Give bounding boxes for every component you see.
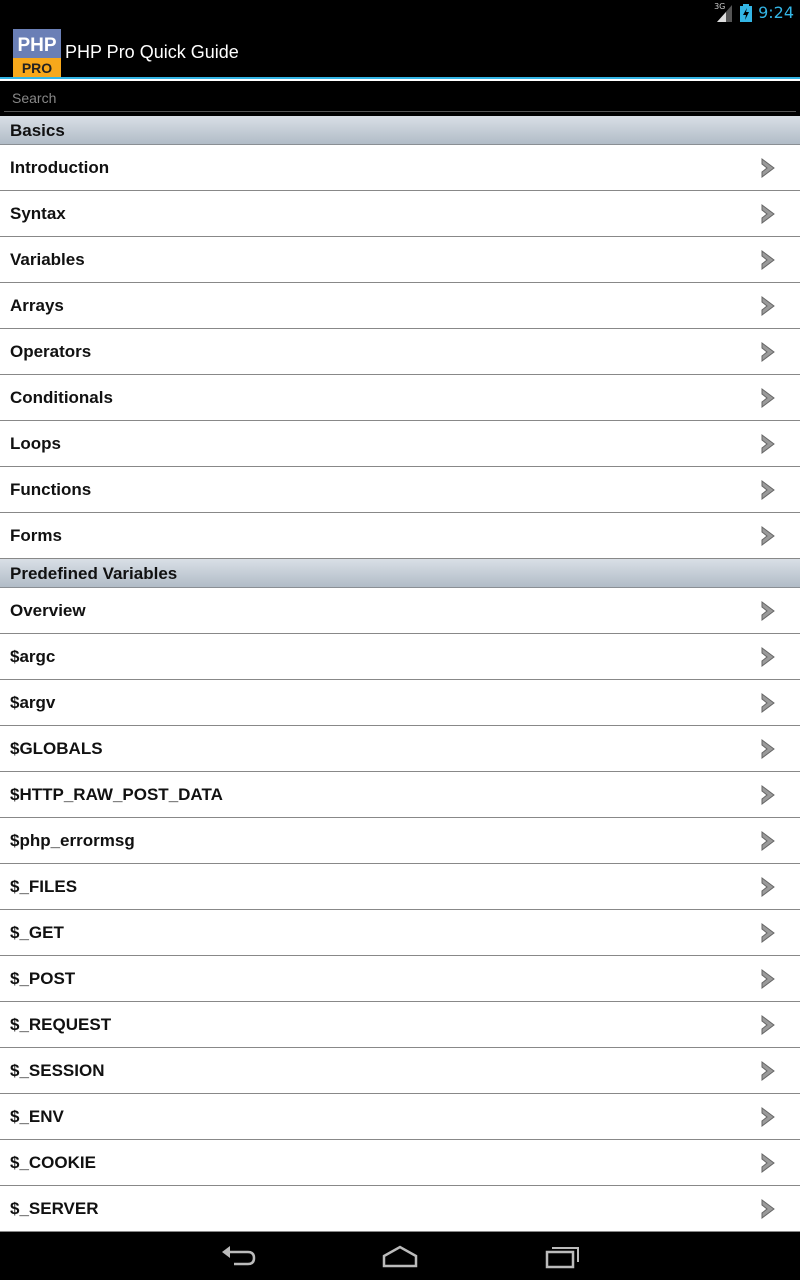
action-bar-divider [0,77,800,79]
chevron-right-icon [758,922,778,944]
chevron-right-icon [758,1060,778,1082]
list-item[interactable] [0,726,800,772]
list-item-label: $_ENV [10,1107,64,1126]
topic-list[interactable] [0,116,800,1232]
chevron-right-icon [758,525,778,547]
chevron-right-icon [758,157,778,179]
list-item-label: Arrays [10,296,64,315]
list-item-label: $HTTP_RAW_POST_DATA [10,785,223,804]
list-item-label: Introduction [10,158,110,177]
list-item-label: $GLOBALS [10,739,103,758]
chevron-right-icon [758,830,778,852]
chevron-right-icon [758,295,778,317]
status-icons [714,0,794,25]
list-item[interactable] [0,818,800,864]
list-item[interactable] [0,910,800,956]
chevron-right-icon [758,968,778,990]
chevron-right-icon [758,479,778,501]
list-item-label: $php_errormsg [10,831,135,850]
list-item-label: $_POST [10,969,76,988]
section-header: Basics [0,116,800,145]
list-item[interactable] [0,421,800,467]
list-item-label: Operators [10,342,92,361]
list-item[interactable] [0,191,800,237]
search-input[interactable] [4,84,796,112]
list-item[interactable] [0,237,800,283]
chevron-right-icon [758,738,778,760]
chevron-right-icon [758,249,778,271]
list-item[interactable] [0,513,800,559]
list-item-label: $_SESSION [10,1061,105,1080]
home-icon[interactable] [380,1242,420,1270]
chevron-right-icon [758,1106,778,1128]
battery-charging-icon [740,4,752,22]
list-item-label: $_REQUEST [10,1015,112,1034]
chevron-right-icon [758,784,778,806]
status-bar [0,0,800,25]
svg-text:PHP: PHP [17,35,57,56]
navigation-bar [0,1232,800,1280]
chevron-right-icon [758,1152,778,1174]
back-icon[interactable] [218,1242,258,1270]
svg-text:PRO: PRO [21,60,53,76]
list-item-label: $_COOKIE [10,1153,96,1172]
app-logo[interactable] [13,29,61,77]
list-item-label: Conditionals [10,388,113,407]
list-item[interactable] [0,956,800,1002]
chevron-right-icon [758,1014,778,1036]
list-item-label: $argc [10,647,56,666]
list-item-label: Variables [10,250,85,269]
chevron-right-icon [758,387,778,409]
search-bar [0,81,800,116]
chevron-right-icon [758,876,778,898]
list-item[interactable] [0,772,800,818]
recent-apps-icon[interactable] [543,1242,583,1270]
list-item-label: $_GET [10,923,64,942]
chevron-right-icon [758,203,778,225]
list-item-label: Syntax [10,204,66,223]
list-item[interactable] [0,1094,800,1140]
chevron-right-icon [758,600,778,622]
chevron-right-icon [758,433,778,455]
network-type-label: 3G [714,1,726,11]
list-item-label: Loops [10,434,61,453]
list-item-label: Functions [10,480,92,499]
list-item[interactable] [0,864,800,910]
list-item[interactable] [0,283,800,329]
chevron-right-icon [758,1198,778,1220]
list-item-label: $_FILES [10,877,78,896]
list-item[interactable] [0,634,800,680]
chevron-right-icon [758,692,778,714]
list-item[interactable] [0,1048,800,1094]
list-item[interactable] [0,1002,800,1048]
list-item[interactable] [0,1140,800,1186]
list-item-label: $argv [10,693,56,712]
app-title: PHP Pro Quick Guide [65,42,239,62]
list-item-label: $_SERVER [10,1199,99,1218]
list-item[interactable] [0,588,800,634]
status-time: 9:24 [758,3,794,22]
chevron-right-icon [758,341,778,363]
signal-icon [714,3,734,23]
chevron-right-icon [758,646,778,668]
list-item-label: Overview [10,601,86,620]
list-item[interactable] [0,145,800,191]
list-item[interactable] [0,467,800,513]
action-bar [0,25,800,79]
list-item[interactable] [0,680,800,726]
list-item[interactable] [0,329,800,375]
list-item-label: Forms [10,526,62,545]
list-item[interactable] [0,1186,800,1232]
section-header: Predefined Variables [0,559,800,588]
list-item[interactable] [0,375,800,421]
